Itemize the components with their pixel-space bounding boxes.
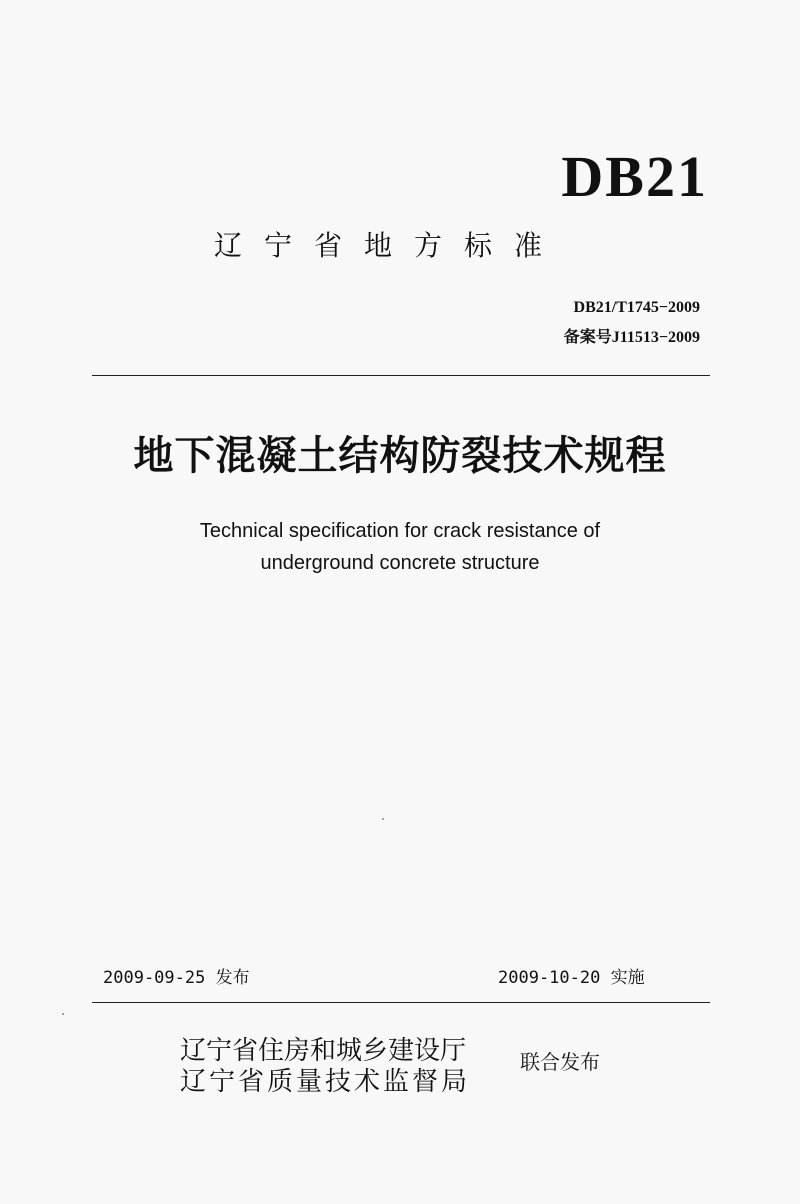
effective-date: 2009-10-20 实施 [498,968,645,988]
issuer-1: 辽宁省住房和城乡建设厅 [180,1036,467,1066]
joint-issue-label: 联合发布 [520,1050,600,1074]
record-number: 备案号J11513−2009 [563,329,700,346]
standard-type: 辽宁省地方标准 [214,229,565,262]
top-divider [92,375,710,376]
issue-date: 2009-09-25 发布 [103,968,250,988]
english-title-line-1: Technical specification for crack resistance of [199,520,601,542]
issuing-authorities [180,1036,470,1098]
english-title-line-2: underground concrete structure [260,552,540,574]
bottom-divider [92,1002,710,1003]
document-title-english [0,515,800,579]
document-title-chinese: 地下混凝土结构防裂技术规程 [133,432,667,479]
standard-number: DB21/T1745−2009 [573,299,700,316]
scan-speck [382,818,384,820]
standard-code: DB21 [561,144,708,209]
scan-speck [62,1013,64,1015]
issuer-2: 辽宁省质量技术监督局 [180,1067,471,1097]
